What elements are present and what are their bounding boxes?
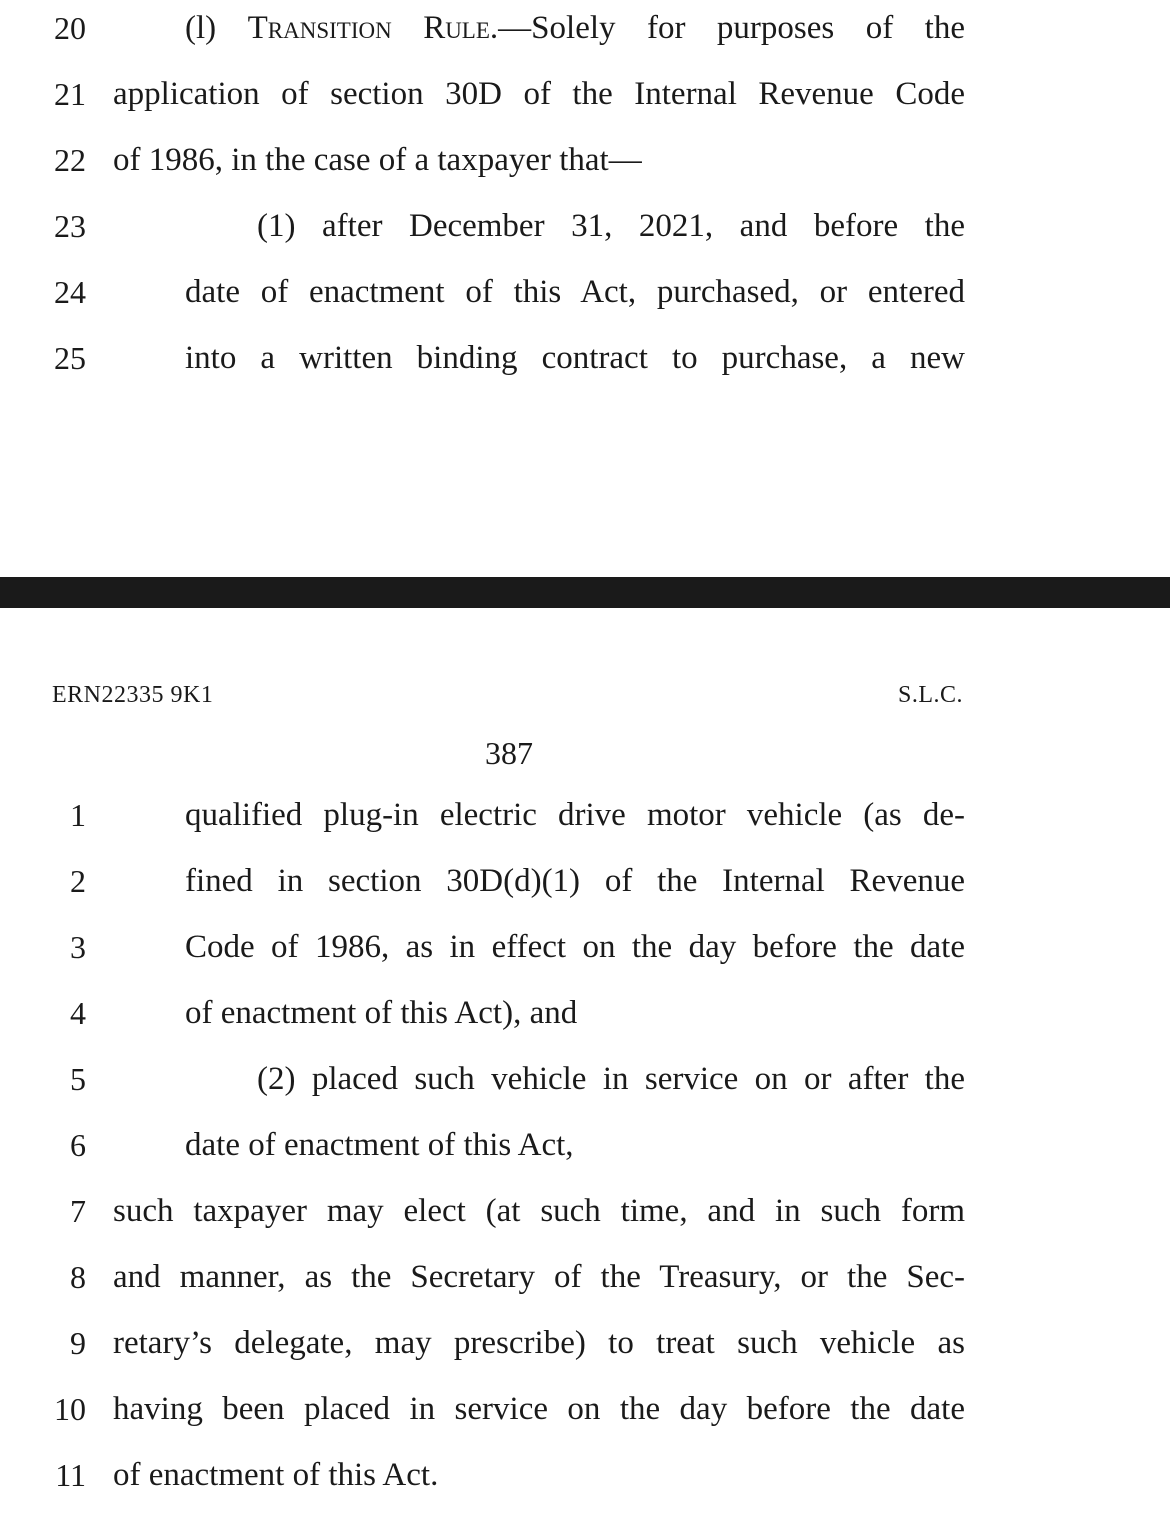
heading-continuation: .—Solely for purposes of the [489,10,965,46]
line-text: fined in section 30D(d)(1) of the Internal Revenue [185,863,965,899]
page-number: 387 [485,735,533,771]
line-text: (2) placed such vehicle in service on or after the [257,1061,965,1097]
line-number: 22 [54,142,86,178]
document-line [0,132,1170,198]
line-number: 11 [55,1457,86,1493]
line-number: 8 [70,1259,86,1295]
line-number: 10 [54,1391,86,1427]
document-line [0,985,1170,1051]
document-line [0,1117,1170,1183]
line-text: date of enactment of this Act, purchased, or entered [185,274,965,310]
line-text: into a written binding contract to purchase, a new [185,340,965,376]
document-line [0,1249,1170,1315]
line-number: 9 [70,1325,86,1361]
document-line [0,66,1170,132]
line-text: and manner, as the Secretary of the Treasury, or the Sec- [113,1259,965,1295]
line-text [185,8,965,48]
document-line [0,853,1170,919]
line-number: 24 [54,274,86,310]
line-text: of enactment of this Act), and [185,995,578,1031]
document-line [0,1315,1170,1381]
document-line [0,1447,1170,1513]
line-text: (1) after December 31, 2021, and before the [257,208,965,244]
heading-small-caps: Transition Rule [247,10,490,46]
document-line [0,919,1170,985]
line-text: of enactment of this Act. [113,1457,439,1493]
line-number: 5 [70,1061,86,1097]
document-line [0,330,1170,396]
line-text: of 1986, in the case of a taxpayer that— [113,142,642,178]
line-number: 25 [54,340,86,376]
line-text: date of enactment of this Act, [185,1127,574,1163]
slc-header: S.L.C. [898,682,964,708]
document-id-header: ERN22335 9K1 [52,682,214,708]
document-line [0,264,1170,330]
line-text: retary’s delegate, may prescribe) to treat such vehicle as [113,1325,965,1361]
paragraph-designator: (l) [185,10,248,46]
line-number: 20 [54,10,86,46]
line-number: 4 [70,995,86,1031]
line-text: application of section 30D of the Internal Revenue Code [113,76,965,112]
page-break-divider [0,577,1170,608]
line-text: such taxpayer may elect (at such time, and in such form [113,1193,965,1229]
line-number: 2 [70,863,86,899]
document-line [0,198,1170,264]
line-text: qualified plug-in electric drive motor vehicle (as de- [185,797,965,833]
line-number: 7 [70,1193,86,1229]
document-line [0,1051,1170,1117]
document-line [0,787,1170,853]
line-text: Code of 1986, as in effect on the day before the date [185,929,965,965]
line-number: 3 [70,929,86,965]
line-number: 1 [70,797,86,833]
line-number: 6 [70,1127,86,1163]
line-number: 21 [54,76,86,112]
document-line [0,0,1170,66]
document-line [0,1381,1170,1447]
document-line [0,1183,1170,1249]
line-text: having been placed in service on the day before the date [113,1391,965,1427]
line-number: 23 [54,208,86,244]
